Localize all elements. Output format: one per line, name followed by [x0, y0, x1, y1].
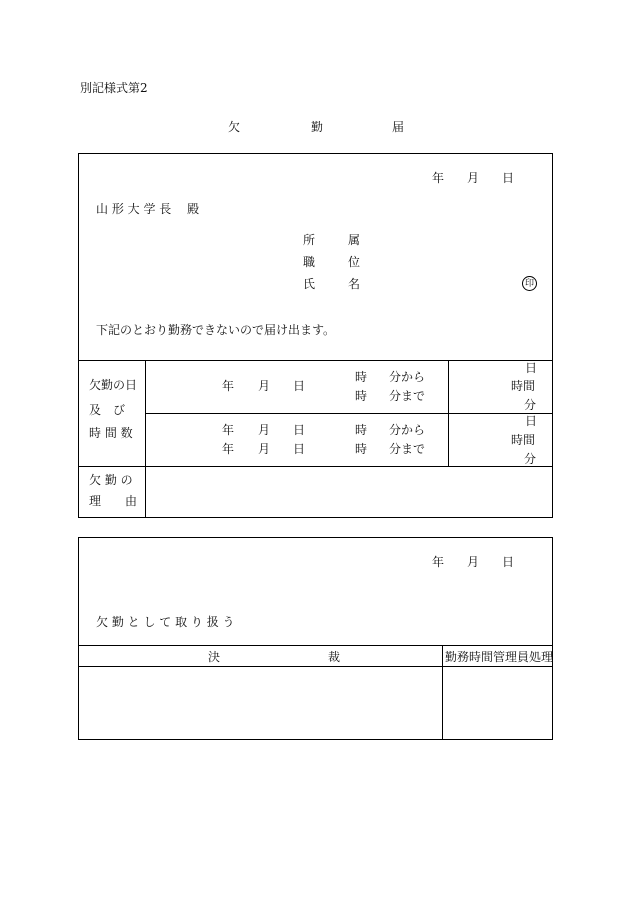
title-char: 勤	[311, 120, 324, 134]
divider	[448, 360, 449, 466]
reason-label-line: 理 由	[89, 494, 138, 508]
day-label: 日	[502, 171, 515, 185]
minutes-unit: 分	[524, 452, 537, 466]
hour-label: 時	[355, 442, 368, 456]
days-unit: 日	[525, 414, 538, 428]
from-label: 分から	[389, 370, 426, 384]
day-label: 日	[293, 442, 306, 456]
month-label: 月	[258, 442, 271, 456]
seal-mark: 印	[522, 276, 537, 291]
days-unit: 日	[525, 361, 538, 375]
manager-header: 勤務時間管理員処理	[445, 650, 554, 664]
handling-text: 欠 勤 と し て 取 り 扱 う	[96, 615, 235, 629]
affiliation-label: 所	[303, 233, 316, 247]
hour-label: 時	[355, 370, 368, 384]
position-label: 職	[303, 255, 316, 269]
decision-field[interactable]	[80, 668, 441, 738]
divider	[79, 645, 552, 646]
year-label: 年	[432, 555, 445, 569]
divider	[146, 413, 552, 414]
day-label: 日	[293, 423, 306, 437]
declaration-text: 下記のとおり勤務できないので届け出ます。	[96, 323, 336, 337]
reason-field[interactable]	[147, 468, 551, 516]
title-char: 欠	[228, 120, 241, 134]
hour-label: 時	[355, 389, 368, 403]
manager-field[interactable]	[444, 668, 551, 738]
day-label: 日	[293, 379, 306, 393]
period-label-line: 時 間 数	[89, 426, 133, 440]
form-label: 別記様式第2	[80, 81, 148, 95]
divider	[442, 645, 443, 739]
day-label: 日	[502, 555, 515, 569]
position-label: 位	[348, 255, 361, 269]
addressee: 山 形 大 学 長 殿	[96, 202, 200, 216]
hour-label: 時	[355, 423, 368, 437]
divider	[79, 466, 552, 467]
name-label: 名	[348, 277, 361, 291]
divider	[79, 666, 552, 667]
month-label: 月	[467, 171, 480, 185]
name-label: 氏	[303, 277, 316, 291]
hours-unit: 時間	[511, 433, 536, 447]
year-label: 年	[222, 442, 235, 456]
year-label: 年	[432, 171, 445, 185]
month-label: 月	[258, 423, 271, 437]
title-char: 届	[392, 120, 405, 134]
decision-header: 決 裁	[208, 650, 341, 664]
to-label: 分まで	[389, 389, 426, 403]
to-label: 分まで	[389, 442, 426, 456]
affiliation-label: 属	[348, 233, 361, 247]
month-label: 月	[467, 555, 480, 569]
year-label: 年	[222, 379, 235, 393]
minutes-unit: 分	[524, 398, 537, 412]
divider	[79, 360, 552, 361]
year-label: 年	[222, 423, 235, 437]
period-label-line: 及 び	[89, 403, 126, 417]
divider	[145, 360, 146, 517]
reason-label-line: 欠 勤 の	[89, 473, 133, 487]
hours-unit: 時間	[511, 379, 536, 393]
month-label: 月	[258, 379, 271, 393]
period-label-line: 欠勤の日	[89, 378, 138, 392]
from-label: 分から	[389, 423, 426, 437]
